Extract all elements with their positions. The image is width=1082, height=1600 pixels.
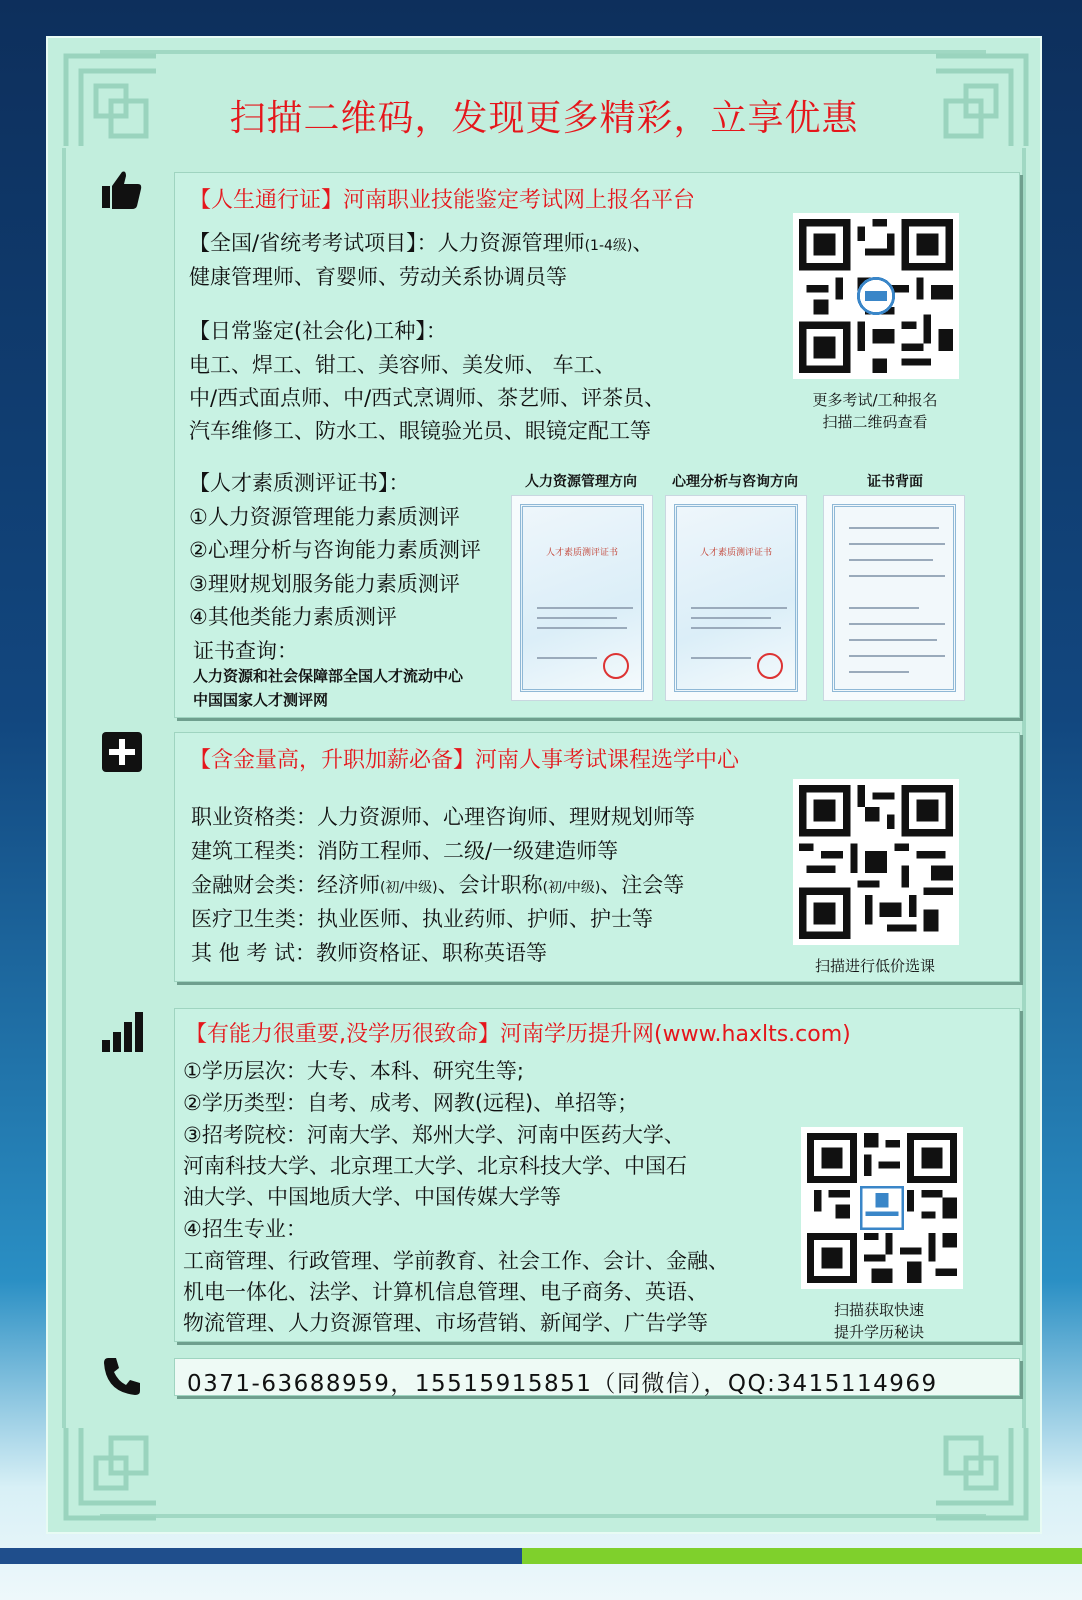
cert-back-line-1 (849, 527, 939, 529)
national-exam-line (189, 227, 653, 257)
course-row-3-c: 、会计职称 (437, 873, 543, 897)
cert-back-line-9 (849, 671, 909, 673)
course-row-3-e: 、注会等 (600, 873, 685, 897)
cert-hr-inner (520, 504, 644, 692)
section-skill-cert-panel (174, 172, 1020, 718)
section1-heading: 【人生通行证】河南职业技能鉴定考试网上报名平台 (189, 188, 696, 213)
cert-psych-line-1 (691, 607, 787, 609)
plus-square-icon (100, 730, 144, 774)
degree-line-6: ④招生专业： (183, 1217, 307, 1241)
qr-caption-skill-line-2: 扫描二维码查看 (822, 413, 928, 431)
cert-image-back[interactable] (823, 495, 965, 701)
course-row-3-d: (初/中级) (542, 880, 601, 896)
national-exam-sep: 、 (632, 231, 654, 255)
daily-heading: 【日常鉴定(社会化)工种】： (189, 319, 447, 343)
cert-label-hr: 人力资源管理方向 (525, 474, 637, 490)
cert-back-line-7 (849, 639, 937, 641)
course-row-3-b: (初/中级) (380, 880, 438, 896)
degree-line-7: 工商管理、行政管理、学前教育、社会工作、会计、金融、 (183, 1249, 729, 1273)
bar-chart-icon (100, 1010, 144, 1054)
poster (46, 36, 1042, 1534)
phone-icon (100, 1354, 144, 1398)
cert-image-hr[interactable] (511, 495, 653, 701)
course-row-4: 医疗卫生类：执业医师、执业药师、护师、护士等 (191, 907, 653, 931)
cert-psych-line-4 (691, 657, 751, 659)
query-line-1: 人力资源和社会保障部全国人才流动中心 (193, 667, 464, 685)
course-row-5: 其 他 考 试：教师资格证、职称英语等 (191, 941, 548, 965)
qr-pattern-3 (807, 1133, 957, 1283)
talent-heading: 【人才素质测评证书】： (189, 471, 410, 495)
cert-hr-line-1 (537, 607, 633, 609)
daily-line-3: 汽车维修工、防水工、眼镜验光员、眼镜定配工等 (189, 419, 651, 443)
course-row-3-a: 金融财会类：经济师 (191, 873, 380, 897)
cert-image-psych[interactable] (665, 495, 807, 701)
query-heading: 证书查询： (193, 639, 298, 663)
course-row-3 (191, 869, 684, 899)
query-line-2: 中国国家人才测评网 (193, 691, 329, 709)
cert-back-line-2 (849, 543, 945, 545)
contact-box (174, 1358, 1020, 1396)
contact-info[interactable]: 0371-63688959，15515915851（同微信），QQ:3415114969 (187, 1371, 938, 1397)
cert-back-inner (832, 504, 956, 692)
cert-back-line-6 (849, 623, 945, 625)
talent-item-3: ③理财规划服务能力素质测评 (189, 572, 460, 596)
degree-line-8: 机电一体化、法学、计算机信息管理、电子商务、英语、 (183, 1280, 708, 1304)
cert-hr-line-3 (537, 627, 627, 629)
qr-caption-degree-line-2: 提升学历秘诀 (833, 1323, 924, 1341)
frame-left-line (62, 148, 66, 1428)
talent-item-2: ②心理分析与咨询能力素质测评 (189, 538, 481, 562)
degree-line-5: 油大学、中国地质大学、中国传媒大学等 (183, 1185, 561, 1209)
section3-heading: 【有能力很重要,没学历很致命】河南学历提升网(www.haxlts.com) (185, 1022, 851, 1047)
corner-ornament-bottom-right (926, 1418, 1036, 1528)
qr-caption-skill-line-1: 更多考试/工种报名 (812, 391, 938, 409)
cert-psych-line-2 (691, 617, 771, 619)
qr-code-skill-signup[interactable] (793, 213, 959, 379)
course-row-2: 建筑工程类：消防工程师、二级/一级建造师等 (191, 839, 619, 863)
talent-item-1: ①人力资源管理能力素质测评 (189, 505, 460, 529)
cert-back-line-3 (849, 559, 933, 561)
qr-caption-degree (791, 1299, 967, 1343)
frame-right-line (1022, 148, 1026, 1428)
cert-hr-line-4 (537, 657, 597, 659)
cert-label-back: 证书背面 (867, 474, 923, 490)
talent-item-4: ④其他类能力素质测评 (189, 605, 397, 629)
frame-top-line (100, 50, 986, 54)
qr-code-course-select[interactable] (793, 779, 959, 945)
cert-label-psych: 心理分析与咨询方向 (672, 474, 798, 490)
qr-caption-degree-line-1: 扫描获取快速 (833, 1301, 924, 1319)
bottom-bar-blue (0, 1548, 522, 1564)
degree-line-2: ②学历类型：自考、成考、网教(远程)、单招等； (183, 1091, 639, 1115)
qr-caption-skill (787, 389, 963, 433)
corner-ornament-bottom-left (56, 1418, 166, 1528)
national-exam-text: 【全国/省统考考试项目】：人力资源管理师 (189, 231, 585, 255)
section-degree-panel (174, 1008, 1020, 1342)
thumbs-up-icon (100, 168, 144, 212)
section-hr-exam-panel (174, 732, 1020, 982)
cert-hr-line-2 (537, 617, 617, 619)
cert-psych-inner (674, 504, 798, 692)
cert-psych-seal (757, 653, 783, 679)
degree-line-1: ①学历层次：大专、本科、研究生等; (183, 1059, 524, 1083)
cert-psych-line-3 (691, 627, 781, 629)
qr-caption-course: 扫描进行低价选课 (814, 957, 935, 975)
daily-line-2: 中/西式面点师、中/西式烹调师、茶艺师、评茶员、 (189, 386, 666, 410)
degree-line-4: 河南科技大学、北京理工大学、北京科技大学、中国石 (183, 1154, 687, 1178)
bottom-bar-green (522, 1548, 1082, 1564)
cert-back-line-5 (849, 607, 919, 609)
degree-line-3: ③招考院校：河南大学、郑州大学、河南中医药大学、 (183, 1123, 685, 1147)
national-exam-line-2: 健康管理师、育婴师、劳动关系协调员等 (189, 265, 567, 289)
qr-pattern-1 (799, 219, 953, 373)
qr-pattern-2 (799, 785, 953, 939)
frame-bottom-line (100, 1514, 986, 1518)
cert-hr-seal (603, 653, 629, 679)
cert-back-line-4 (849, 575, 945, 577)
section2-heading: 【含金量高，升职加薪必备】河南人事考试课程选学中心 (189, 748, 740, 773)
cert-back-line-8 (849, 655, 945, 657)
poster-title: 扫描二维码，发现更多精彩，立享优惠 (229, 98, 859, 139)
qr-code-degree[interactable] (801, 1127, 963, 1289)
cert-psych-title: 人才素质测评证书 (699, 548, 772, 558)
national-exam-level: (1-4级) (584, 238, 633, 254)
course-row-1: 职业资格类：人力资源师、心理咨询师、理财规划师等 (191, 805, 695, 829)
degree-line-9: 物流管理、人力资源管理、市场营销、新闻学、广告学等 (183, 1311, 708, 1335)
cert-hr-title: 人才素质测评证书 (545, 548, 618, 558)
daily-line-1: 电工、焊工、钳工、美容师、美发师、 车工、 (189, 353, 616, 377)
